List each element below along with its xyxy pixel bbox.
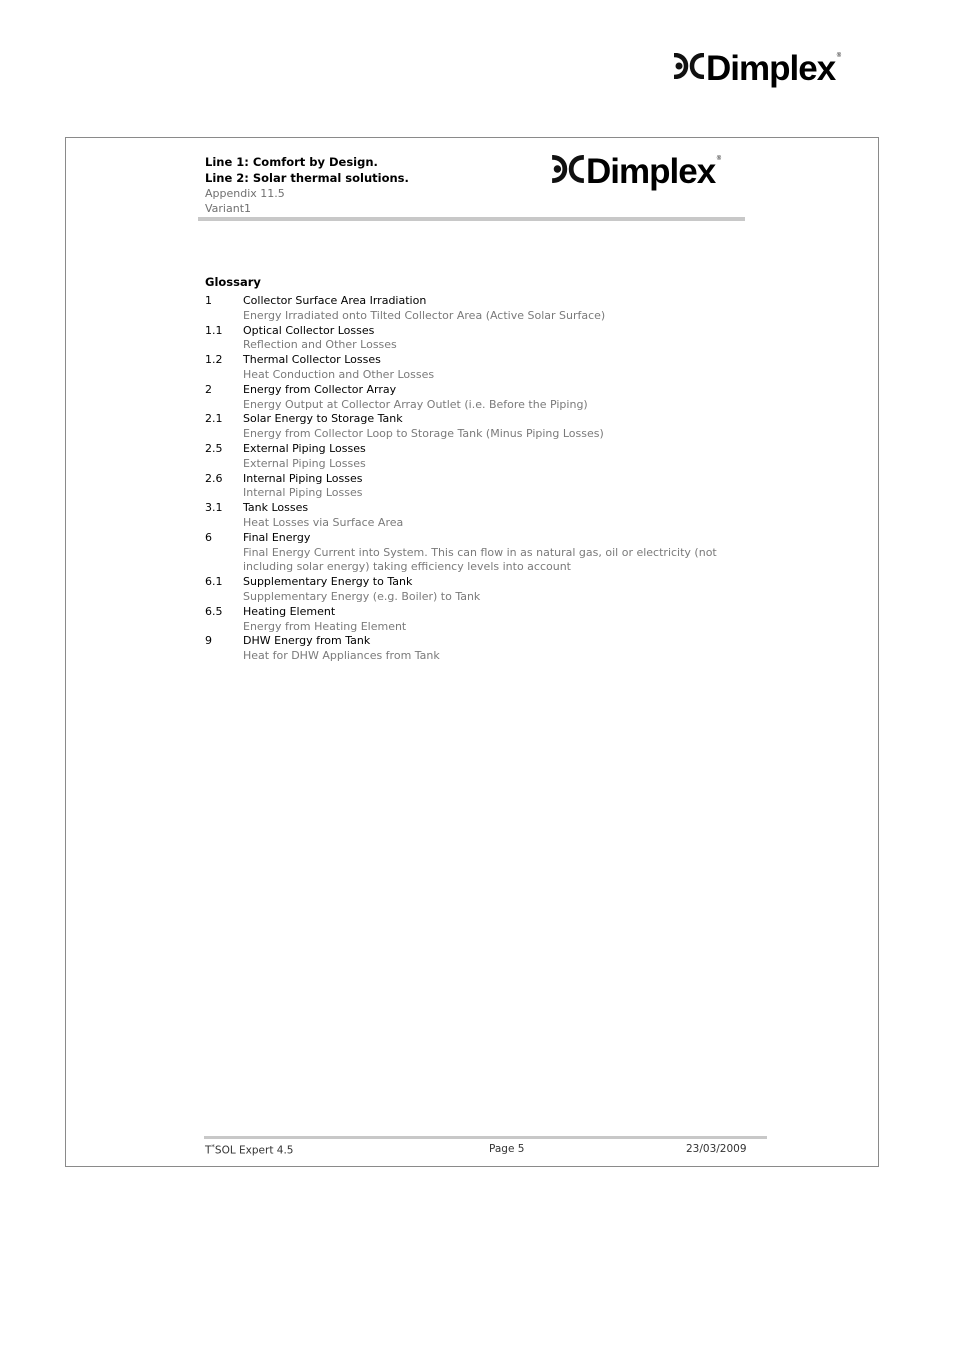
footer-page-number: Page 5 (489, 1143, 525, 1155)
glossary-item-term: Optical Collector Losses (243, 323, 375, 337)
glossary-item-desc: Final Energy Current into System. This can flow in as natural gas, oil or electricity (not including solar energy) taking efficiency levels into account (243, 545, 717, 574)
glossary-item-number: 6.1 (205, 575, 223, 589)
glossary-item-number: 6.5 (205, 604, 223, 618)
header-variant: Variant1 (205, 202, 252, 215)
glossary-item (205, 575, 725, 605)
glossary-item (205, 634, 725, 664)
glossary-item-term: Energy from Collector Array (243, 382, 397, 396)
glossary-item-desc: External Piping Losses (243, 456, 366, 470)
glossary-item-desc: Energy Output at Collector Array Outlet (i.e. Before the Piping) (243, 397, 588, 411)
header-line1: Line 1: Comfort by Design. (205, 155, 378, 169)
glossary-item-term: Final Energy (243, 530, 311, 544)
glossary-item-term: Solar Energy to Storage Tank (243, 412, 403, 426)
glossary-item-number: 2 (205, 382, 212, 396)
glossary-item-desc: Energy from Heating Element (243, 619, 407, 633)
glossary-item-desc: Reflection and Other Losses (243, 338, 397, 352)
glossary-item-term: Heating Element (243, 604, 336, 618)
glossary-item (205, 472, 725, 502)
glossary-item-number: 9 (205, 634, 212, 648)
footer-software-sup: * (211, 1143, 215, 1151)
inner-registered-mark: ® (716, 155, 722, 162)
glossary-item-term: Thermal Collector Losses (243, 353, 381, 367)
glossary-item (205, 324, 725, 354)
glossary-item-number: 3.1 (205, 501, 223, 515)
report-header (205, 154, 409, 216)
glossary-item-number: 1 (205, 294, 212, 307)
glossary-item-term: DHW Energy from Tank (243, 634, 371, 648)
glossary-item-term: External Piping Losses (243, 441, 366, 455)
glossary-item (205, 353, 725, 383)
glossary-item-desc: Supplementary Energy (e.g. Boiler) to Tank (243, 589, 481, 603)
glossary-item (205, 383, 725, 413)
glossary-item-number: 1.2 (205, 353, 223, 367)
glossary-item-desc: Heat for DHW Appliances from Tank (243, 649, 440, 663)
glossary-item-desc: Energy from Collector Loop to Storage Tank (Minus Piping Losses) (243, 427, 604, 441)
dimplex-logo (672, 48, 842, 88)
footer-divider (204, 1136, 767, 1139)
glossary-item-desc: Energy Irradiated onto Tilted Collector Area (Active Solar Surface) (243, 308, 606, 322)
glossary-item-desc: Heat Conduction and Other Losses (243, 367, 435, 381)
glossary-item-term: Internal Piping Losses (243, 471, 363, 485)
footer-software (205, 1143, 293, 1157)
glossary-item (205, 294, 725, 324)
glossary-item (205, 412, 725, 442)
glossary-item (205, 501, 725, 531)
glossary-item-term: Collector Surface Area Irradiation (243, 294, 427, 307)
glossary-item-number: 2.5 (205, 441, 223, 455)
footer-date: 23/03/2009 (686, 1143, 747, 1155)
glossary-item-desc: Heat Losses via Surface Area (243, 515, 404, 529)
glossary-item-term: Supplementary Energy to Tank (243, 575, 413, 589)
glossary-item-number: 2.6 (205, 471, 223, 485)
dimplex-inner-logo-text: Dimplex (586, 151, 716, 191)
glossary-list (205, 294, 725, 664)
header-line2: Line 2: Solar thermal solutions. (205, 171, 409, 185)
dimplex-logo-mark-icon (672, 53, 706, 83)
footer-software-prefix: T (205, 1144, 212, 1157)
header-appendix: Appendix 11.5 (205, 187, 285, 200)
glossary-item-number: 1.1 (205, 323, 223, 337)
glossary-item (205, 442, 725, 472)
glossary-item-term: Tank Losses (243, 501, 309, 515)
glossary-item-number: 6 (205, 530, 212, 544)
dimplex-logo-text: Dimplex (706, 48, 836, 88)
glossary-title: Glossary (205, 275, 261, 289)
glossary-item-number: 2.1 (205, 412, 223, 426)
dimplex-inner-logo (550, 151, 722, 191)
dimplex-inner-logo-mark-icon (550, 155, 586, 187)
registered-mark: ® (836, 52, 842, 59)
footer-software-suffix: SOL Expert 4.5 (214, 1144, 294, 1157)
glossary-item (205, 605, 725, 635)
glossary-item (205, 531, 725, 575)
header-divider (198, 217, 745, 221)
glossary-item-desc: Internal Piping Losses (243, 486, 363, 500)
